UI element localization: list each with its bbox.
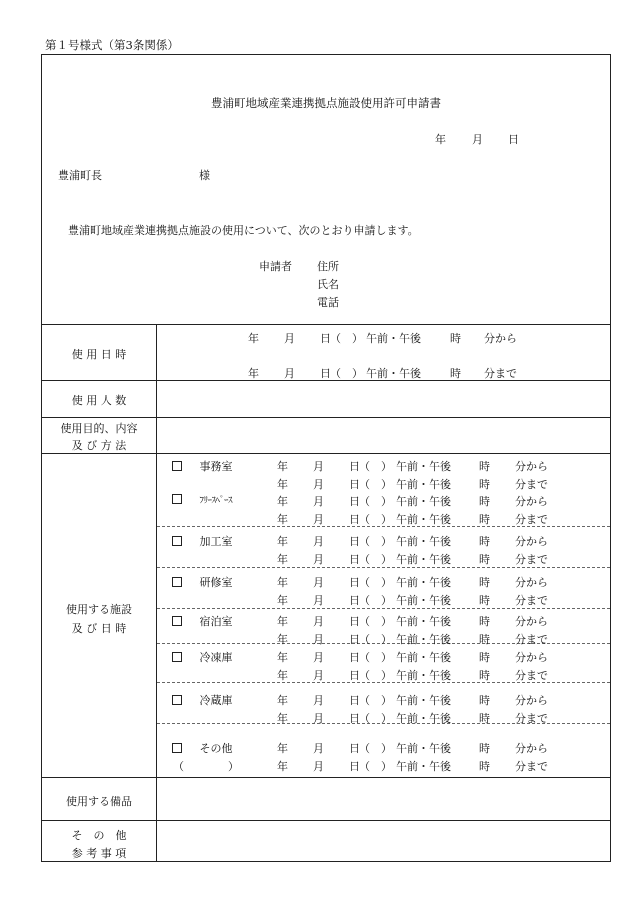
day-unit: 日 xyxy=(349,760,360,773)
addressee: 豊浦町長 xyxy=(58,169,102,182)
year-unit: 年 xyxy=(277,694,288,707)
minute-from: 分から xyxy=(515,495,548,508)
ampm-choice: 午前・午後 xyxy=(396,478,451,491)
hour-unit: 時 xyxy=(479,742,490,755)
application-form xyxy=(41,54,611,862)
month-unit: 月 xyxy=(313,535,324,548)
weekday-paren: （ ） xyxy=(359,712,392,725)
day-unit: 日 xyxy=(349,460,360,473)
year-unit: 年 xyxy=(277,760,288,773)
equipment-label: 使用する備品 xyxy=(66,795,132,808)
weekday-paren: （ ） xyxy=(359,651,392,664)
month-unit: 月 xyxy=(313,478,324,491)
ampm-choice: 午前・午後 xyxy=(396,651,451,664)
minute-to: 分まで xyxy=(515,760,548,773)
facility-name: 冷蔵庫 xyxy=(199,694,233,707)
day-unit: 日 xyxy=(349,633,360,646)
weekday-paren: （ ） xyxy=(359,495,392,508)
day-unit: 日 xyxy=(349,513,360,526)
year-unit: 年 xyxy=(277,553,288,566)
ampm-choice: 午前・午後 xyxy=(396,615,451,628)
month-unit: 月 xyxy=(313,742,324,755)
weekday-paren: （ ） xyxy=(330,367,363,380)
ampm-choice: 午前・午後 xyxy=(396,712,451,725)
facilities-label-2: 及 び 日 時 xyxy=(71,622,127,635)
year-unit: 年 xyxy=(277,513,288,526)
month-unit: 月 xyxy=(313,712,324,725)
ampm-choice: 午前・午後 xyxy=(396,495,451,508)
checkbox[interactable] xyxy=(172,577,182,587)
address-label: 住所 xyxy=(317,260,339,273)
purpose-label-1: 使用目的、内容 xyxy=(60,422,138,435)
day-unit: 日 xyxy=(349,615,360,628)
date-day: 日 xyxy=(508,133,519,146)
ampm-choice: 午前・午後 xyxy=(366,367,421,380)
hour-unit: 時 xyxy=(479,615,490,628)
checkbox[interactable] xyxy=(172,536,182,546)
day-unit: 日 xyxy=(320,332,331,345)
hour-unit: 時 xyxy=(479,478,490,491)
month-unit: 月 xyxy=(313,576,324,589)
weekday-paren: （ ） xyxy=(359,633,392,646)
ampm-choice: 午前・午後 xyxy=(396,669,451,682)
minute-to: 分まで xyxy=(484,367,517,380)
month-unit: 月 xyxy=(313,460,324,473)
weekday-paren: （ ） xyxy=(359,513,392,526)
name-label: 氏名 xyxy=(317,278,339,291)
day-unit: 日 xyxy=(349,669,360,682)
hour-unit: 時 xyxy=(479,495,490,508)
weekday-paren: （ ） xyxy=(359,615,392,628)
checkbox[interactable] xyxy=(172,461,182,471)
date-year: 年 xyxy=(435,133,446,146)
month-unit: 月 xyxy=(284,367,295,380)
weekday-paren: （ ） xyxy=(359,760,392,773)
facility-free-space[interactable] xyxy=(172,493,232,506)
facility-jimushitsu[interactable] xyxy=(172,458,233,474)
hour-unit: 時 xyxy=(479,576,490,589)
facility-kenshushitsu[interactable] xyxy=(172,574,233,590)
checkbox[interactable] xyxy=(172,652,182,662)
weekday-paren: （ ） xyxy=(359,669,392,682)
facility-other-paren[interactable]: （ ） xyxy=(173,760,239,773)
month-unit: 月 xyxy=(313,633,324,646)
minute-to: 分まで xyxy=(515,712,548,725)
hour-unit: 時 xyxy=(479,669,490,682)
date-month: 月 xyxy=(472,133,483,146)
ampm-choice: 午前・午後 xyxy=(396,742,451,755)
year-unit: 年 xyxy=(248,367,259,380)
day-unit: 日 xyxy=(349,553,360,566)
weekday-paren: （ ） xyxy=(359,553,392,566)
year-unit: 年 xyxy=(277,633,288,646)
day-unit: 日 xyxy=(349,535,360,548)
weekday-paren: （ ） xyxy=(359,478,392,491)
year-unit: 年 xyxy=(277,478,288,491)
year-unit: 年 xyxy=(277,742,288,755)
ampm-choice: 午前・午後 xyxy=(396,633,451,646)
checkbox[interactable] xyxy=(172,616,182,626)
hour-unit: 時 xyxy=(479,760,490,773)
year-unit: 年 xyxy=(277,535,288,548)
applicant-label: 申請者 xyxy=(259,260,292,273)
ampm-choice: 午前・午後 xyxy=(396,594,451,607)
minute-from: 分から xyxy=(515,694,548,707)
checkbox[interactable] xyxy=(172,743,182,753)
minute-to: 分まで xyxy=(515,553,548,566)
hour-unit: 時 xyxy=(479,460,490,473)
weekday-paren: （ ） xyxy=(359,694,392,707)
month-unit: 月 xyxy=(284,332,295,345)
ampm-choice: 午前・午後 xyxy=(396,576,451,589)
minute-from: 分から xyxy=(515,651,548,664)
facility-name: 事務室 xyxy=(199,460,233,473)
purpose-label-2: 及 び 方 法 xyxy=(71,439,127,452)
hour-unit: 時 xyxy=(479,535,490,548)
hour-unit: 時 xyxy=(479,712,490,725)
ampm-choice: 午前・午後 xyxy=(396,553,451,566)
weekday-paren: （ ） xyxy=(359,460,392,473)
year-unit: 年 xyxy=(277,669,288,682)
weekday-paren: （ ） xyxy=(359,576,392,589)
hour-unit: 時 xyxy=(479,594,490,607)
weekday-paren: （ ） xyxy=(359,535,392,548)
day-unit: 日 xyxy=(349,712,360,725)
hour-unit: 時 xyxy=(450,367,461,380)
facility-other[interactable] xyxy=(172,740,233,756)
weekday-paren: （ ） xyxy=(330,332,363,345)
hour-unit: 時 xyxy=(479,513,490,526)
month-unit: 月 xyxy=(313,495,324,508)
month-unit: 月 xyxy=(313,513,324,526)
facility-name: その他 xyxy=(199,742,233,755)
facility-shukuhakushitsu[interactable] xyxy=(172,613,233,629)
month-unit: 月 xyxy=(313,669,324,682)
facility-reizouko[interactable] xyxy=(172,692,233,708)
phone-label: 電話 xyxy=(317,296,339,309)
day-unit: 日 xyxy=(349,651,360,664)
usage-datetime-label: 使 用 日 時 xyxy=(71,348,127,361)
hour-unit: 時 xyxy=(479,633,490,646)
facility-kakoushitsu[interactable] xyxy=(172,533,233,549)
year-unit: 年 xyxy=(277,615,288,628)
day-unit: 日 xyxy=(349,495,360,508)
day-unit: 日 xyxy=(349,594,360,607)
hour-unit: 時 xyxy=(479,553,490,566)
ampm-choice: 午前・午後 xyxy=(396,694,451,707)
day-unit: 日 xyxy=(349,576,360,589)
minute-to: 分まで xyxy=(515,513,548,526)
month-unit: 月 xyxy=(313,651,324,664)
year-unit: 年 xyxy=(277,712,288,725)
facility-name: 研修室 xyxy=(199,576,233,589)
month-unit: 月 xyxy=(313,760,324,773)
month-unit: 月 xyxy=(313,594,324,607)
day-unit: 日 xyxy=(349,478,360,491)
usage-count-label: 使 用 人 数 xyxy=(71,394,127,407)
minute-from: 分から xyxy=(515,576,548,589)
minute-from: 分から xyxy=(515,615,548,628)
form-title: 豊浦町地域産業連携拠点施設使用許可申請書 xyxy=(211,96,441,110)
day-unit: 日 xyxy=(349,694,360,707)
form-number-label: 第１号様式（第3条関係） xyxy=(45,38,179,52)
facility-name: ﾌﾘｰｽﾍﾟｰｽ xyxy=(199,496,233,506)
year-unit: 年 xyxy=(277,460,288,473)
weekday-paren: （ ） xyxy=(359,594,392,607)
minute-from: 分から xyxy=(515,742,548,755)
hour-unit: 時 xyxy=(479,694,490,707)
month-unit: 月 xyxy=(313,553,324,566)
facilities-label-1: 使用する施設 xyxy=(66,603,132,616)
ampm-choice: 午前・午後 xyxy=(396,760,451,773)
facility-name: 冷凍庫 xyxy=(199,651,233,664)
minute-to: 分まで xyxy=(515,594,548,607)
minute-from: 分から xyxy=(515,460,548,473)
checkbox[interactable] xyxy=(172,494,182,504)
hour-unit: 時 xyxy=(450,332,461,345)
minute-to: 分まで xyxy=(515,633,548,646)
day-unit: 日 xyxy=(349,742,360,755)
checkbox[interactable] xyxy=(172,695,182,705)
year-unit: 年 xyxy=(277,495,288,508)
ampm-choice: 午前・午後 xyxy=(396,513,451,526)
year-unit: 年 xyxy=(248,332,259,345)
year-unit: 年 xyxy=(277,651,288,664)
minute-from: 分から xyxy=(484,332,517,345)
facility-reitouko[interactable] xyxy=(172,649,233,665)
day-unit: 日 xyxy=(320,367,331,380)
other-label-1: そ の 他 xyxy=(71,829,127,842)
ampm-choice: 午前・午後 xyxy=(396,535,451,548)
ampm-choice: 午前・午後 xyxy=(396,460,451,473)
ampm-choice: 午前・午後 xyxy=(366,332,421,345)
facility-name: 宿泊室 xyxy=(199,615,233,628)
weekday-paren: （ ） xyxy=(359,742,392,755)
facility-name: 加工室 xyxy=(199,535,233,548)
month-unit: 月 xyxy=(313,615,324,628)
minute-to: 分まで xyxy=(515,478,548,491)
other-label-2: 参 考 事 項 xyxy=(71,847,127,860)
year-unit: 年 xyxy=(277,576,288,589)
addressee-honorific: 様 xyxy=(199,169,210,182)
year-unit: 年 xyxy=(277,594,288,607)
hour-unit: 時 xyxy=(479,651,490,664)
month-unit: 月 xyxy=(313,694,324,707)
minute-to: 分まで xyxy=(515,669,548,682)
minute-from: 分から xyxy=(515,535,548,548)
intro-text: 豊浦町地域産業連携拠点施設の使用について、次のとおり申請します。 xyxy=(68,224,419,237)
